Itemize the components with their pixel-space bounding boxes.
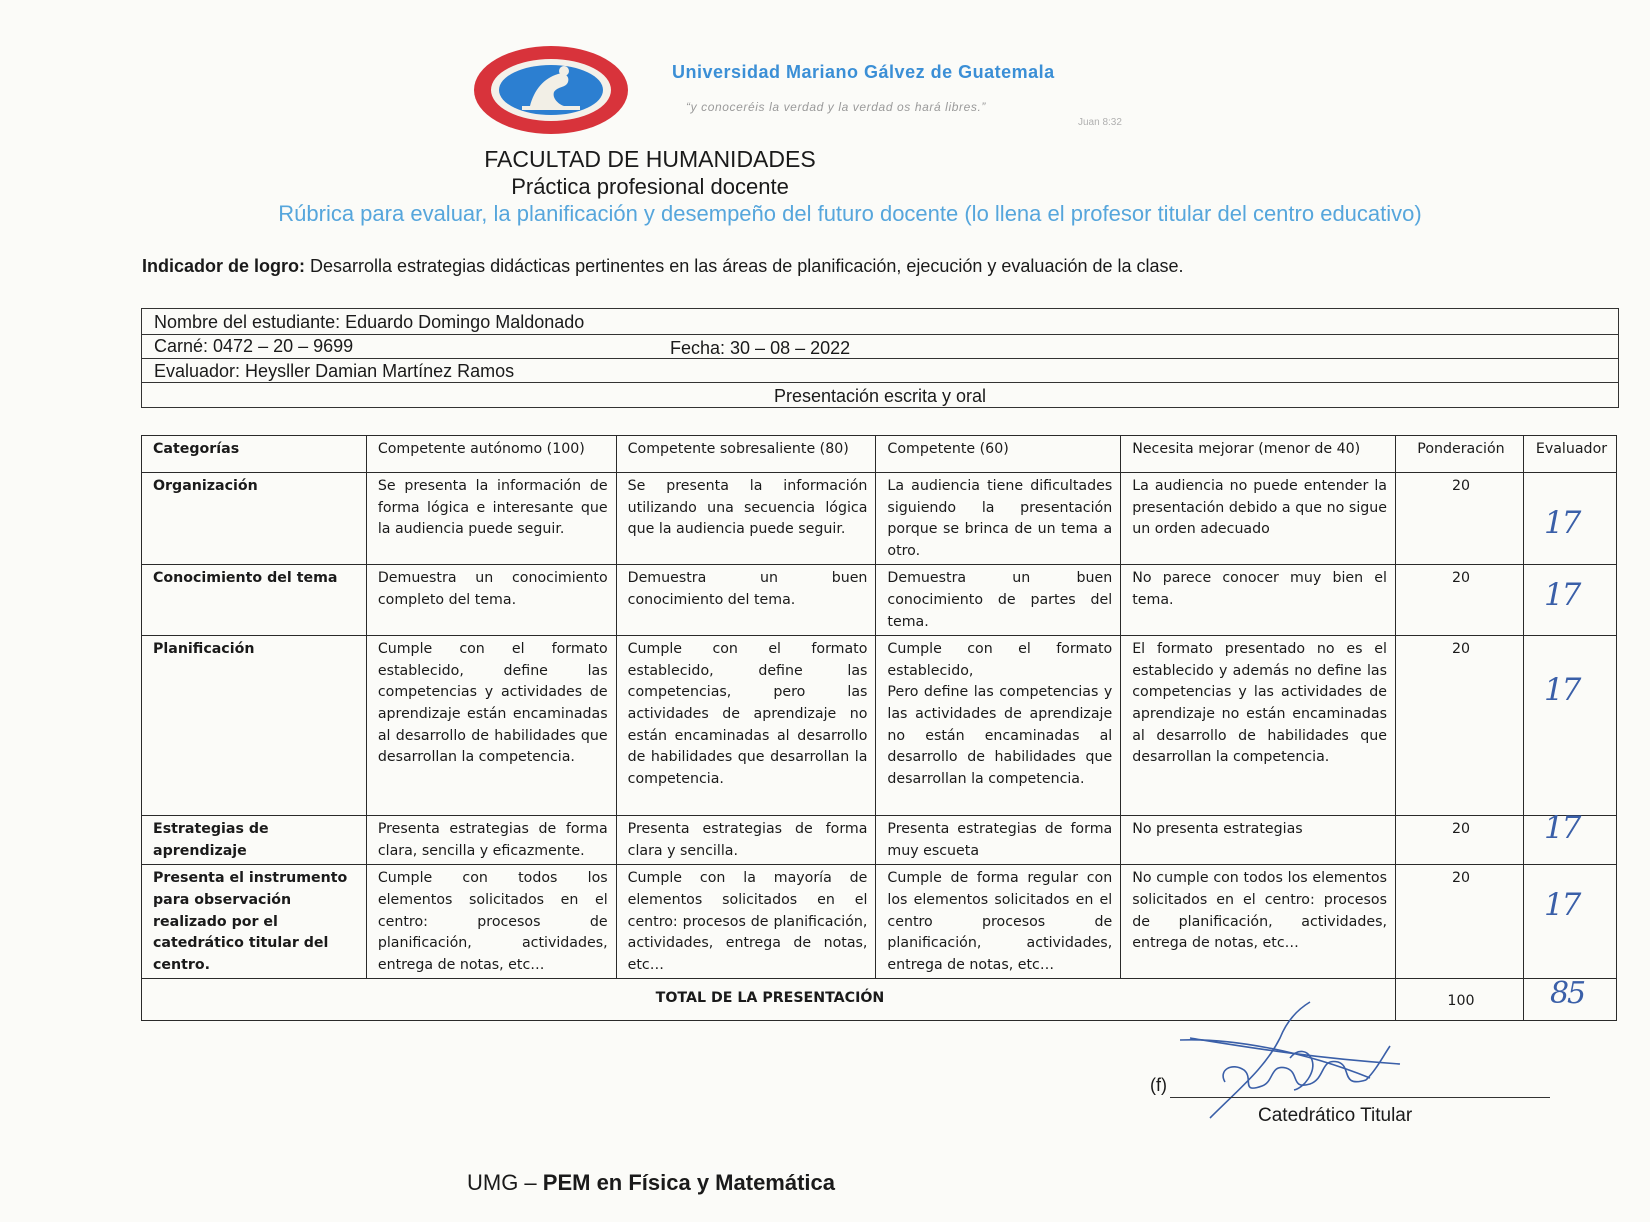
table-row: [142, 473, 1617, 565]
header-ponderacion: Ponderación: [1395, 436, 1523, 473]
criterion-100: Se presenta la información de forma lógica e interesante que la audiencia puede seguir.: [366, 473, 616, 565]
student-name-row: [142, 309, 1618, 335]
university-name: Universidad Mariano Gálvez de Guatemala: [672, 62, 1055, 82]
criterion-40: No cumple con todos los elementos solicitados en el centro: procesos de planificación, actividades, entrega de notas, etc…: [1121, 865, 1396, 979]
header-competente: Competente (60): [876, 436, 1121, 473]
weight-cell: 20: [1395, 473, 1523, 565]
header-competente-sobresaliente: Competente sobresaliente (80): [616, 436, 876, 473]
criterion-60: Cumple de forma regular con los elementos solicitados en el centro procesos de planificación, actividades, entrega de notas, etc…: [876, 865, 1121, 979]
signature-line: [1170, 1097, 1550, 1098]
handwritten-score: 17: [1543, 577, 1580, 614]
table-row: [142, 865, 1617, 979]
page-footer: [0, 1170, 1302, 1196]
criterion-80: Cumple con la mayoría de elementos solicitados en el centro: procesos de planificación, actividades, entrega de notas, etc…: [616, 865, 876, 979]
presentation-row: [142, 383, 1618, 407]
header-competente-autonomo: Competente autónomo (100): [366, 436, 616, 473]
criterion-60-part-b: Pero define las competencias y las actividades de aprendizaje no están encaminadas al desarrollo de habilidades que desarrollan la competencia.: [887, 684, 1113, 787]
criterion-60: [876, 636, 1121, 816]
university-motto: “y conoceréis la verdad y la verdad os hará libres.”: [686, 100, 986, 114]
score-cell: [1523, 565, 1616, 636]
table-row: [142, 636, 1617, 816]
category-cell: Planificación: [142, 636, 367, 816]
total-weight: 100: [1395, 979, 1523, 1021]
score-cell: [1523, 865, 1616, 979]
header-necesita-mejorar: Necesita mejorar (menor de 40): [1121, 436, 1396, 473]
handwritten-score: 17: [1543, 672, 1580, 709]
total-score-cell: [1523, 976, 1616, 1021]
table-row: [142, 565, 1617, 636]
criterion-100: Presenta estrategias de forma clara, sencilla y eficazmente.: [366, 816, 616, 865]
criterion-60: Demuestra un buen conocimiento de partes del tema.: [876, 565, 1121, 636]
criterion-40: La audiencia no puede entender la presentación debido a que no sigue un orden adecuado: [1121, 473, 1396, 565]
weight-cell: 20: [1395, 816, 1523, 865]
achievement-indicator: [142, 256, 1184, 277]
header-categories: Categorías: [142, 436, 367, 473]
university-seal-logo: [472, 44, 630, 136]
weight-cell: 20: [1395, 865, 1523, 979]
presentation-type: Presentación escrita y oral: [773, 386, 987, 406]
carne-row: [142, 335, 1618, 359]
table-header-row: [142, 436, 1617, 473]
signature-title: Catedrático Titular: [1258, 1105, 1413, 1126]
total-label: TOTAL DE LA PRESENTACIÓN: [142, 979, 1396, 1021]
program-title: Práctica profesional docente: [511, 174, 789, 199]
criterion-40: No presenta estrategias: [1121, 816, 1396, 865]
student-info-box: [141, 308, 1619, 408]
evaluator-name: Evaluador: Heysller Damian Martínez Ramos: [154, 361, 515, 381]
indicator-label: Indicador de logro:: [142, 256, 306, 276]
category-cell: Conocimiento del tema: [142, 565, 367, 636]
rubric-table: [141, 435, 1617, 1021]
criterion-40: El formato presentado no es el establecido y además no define las competencias y las actividades de aprendizaje no están encaminadas al desarrollo de habilidades que desarrollan la competencia.: [1121, 636, 1396, 816]
weight-cell: 20: [1395, 565, 1523, 636]
motto-reference: Juan 8:32: [1078, 117, 1122, 128]
handwritten-score: 17: [1543, 810, 1580, 847]
student-name: Nombre del estudiante: Eduardo Domingo Maldonado: [154, 312, 585, 332]
handwritten-score: 17: [1543, 887, 1580, 924]
criterion-40: No parece conocer muy bien el tema.: [1121, 565, 1396, 636]
table-row: [142, 816, 1617, 865]
footer-program: PEM en Física y Matemática: [542, 1170, 836, 1195]
criterion-100: Cumple con el formato establecido, define las competencias y actividades de aprendizaje están encaminadas al desarrollo de habilidades que desarrollan la competencia.: [366, 636, 616, 816]
score-cell: [1523, 810, 1616, 865]
score-cell: [1523, 473, 1616, 565]
criterion-60: La audiencia tiene dificultades siguiendo la presentación porque se brinca de un tema a otro.: [876, 473, 1121, 565]
criterion-80: Se presenta la información utilizando una secuencia lógica que la audiencia puede seguir.: [616, 473, 876, 565]
signature-prefix: (f): [1150, 1075, 1167, 1095]
faculty-title: FACULTAD DE HUMANIDADES: [484, 146, 816, 172]
score-cell: [1523, 636, 1616, 816]
indicator-text: Desarrolla estrategias didácticas pertinentes en las áreas de planificación, ejecución y evaluación de la clase.: [310, 256, 1184, 276]
criterion-60-part-a: Cumple con el formato establecido,: [887, 641, 1113, 679]
category-cell: Organización: [142, 473, 367, 565]
footer-prefix: UMG –: [466, 1170, 543, 1195]
student-carne: Carné: 0472 – 20 – 9699: [154, 336, 354, 356]
handwritten-score: 17: [1543, 505, 1580, 541]
category-cell: Estrategias de aprendizaje: [142, 816, 367, 865]
criterion-60: Presenta estrategias de forma muy escueta: [876, 816, 1121, 865]
handwritten-total-score: 85: [1549, 976, 1585, 1012]
criterion-80: Demuestra un buen conocimiento del tema.: [616, 565, 876, 636]
criterion-100: Demuestra un conocimiento completo del tema.: [366, 565, 616, 636]
criterion-80: Presenta estrategias de forma clara y sencilla.: [616, 816, 876, 865]
header-evaluador: Evaluador: [1523, 436, 1616, 473]
criterion-80: Cumple con el formato establecido, define las competencias, pero las actividades de aprendizaje no están encaminadas al desarrollo de habilidades que desarrollan la competencia.: [616, 636, 876, 816]
evaluation-date: Fecha: 30 – 08 – 2022: [670, 338, 851, 358]
rubric-title: Rúbrica para evaluar, la planificación y desempeño del futuro docente (lo llena el profesor titular del centro educativo): [278, 201, 1422, 226]
weight-cell: 20: [1395, 636, 1523, 816]
evaluator-row: [142, 359, 1618, 383]
criterion-100: Cumple con todos los elementos solicitados en el centro: procesos de planificación, actividades, entrega de notas, etc…: [366, 865, 616, 979]
category-cell: Presenta el instrumento para observación realizado por el catedrático titular del centro.: [142, 865, 367, 979]
